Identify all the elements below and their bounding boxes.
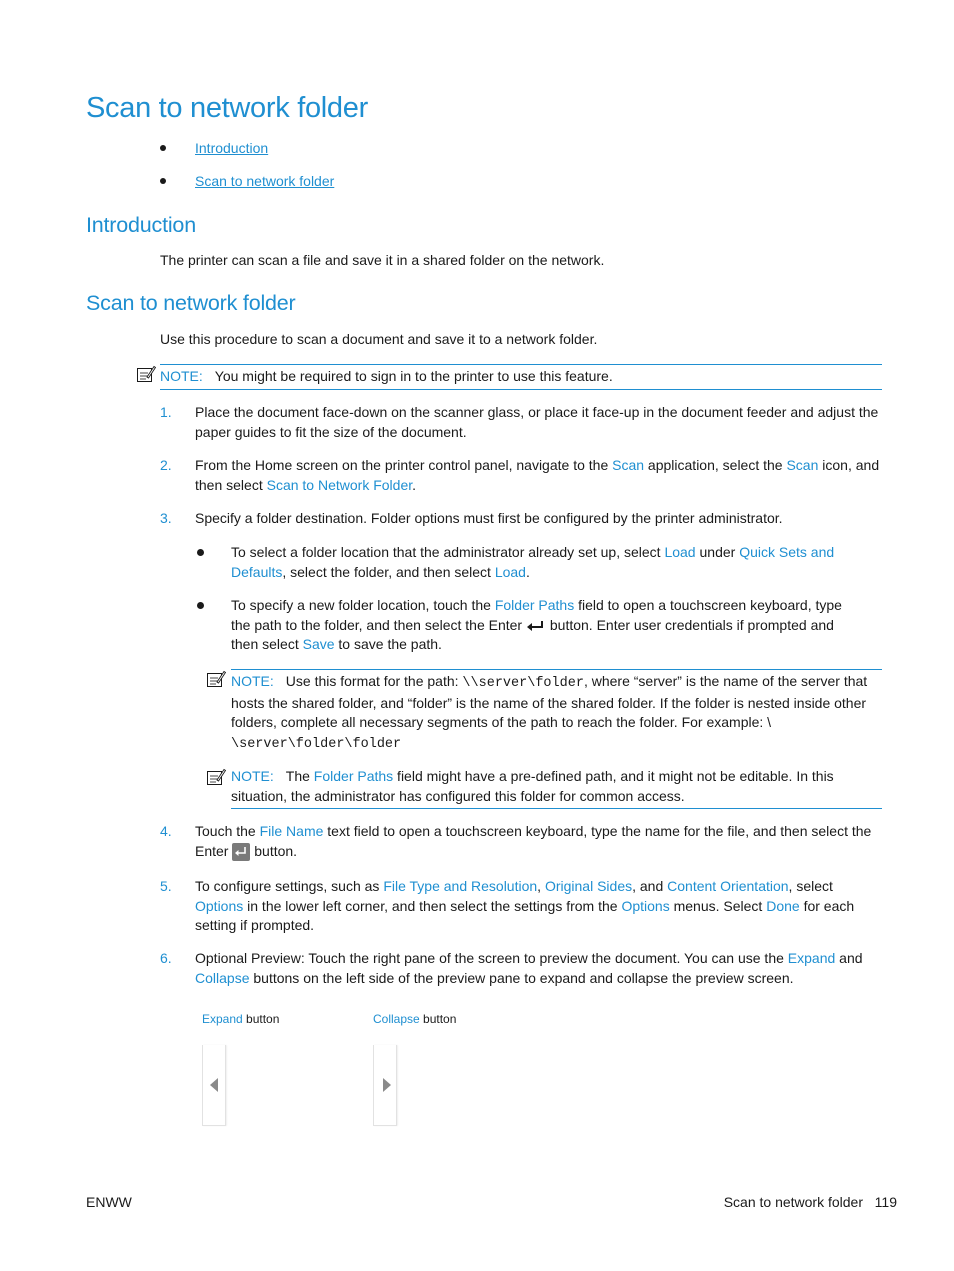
step-number: 6. (160, 950, 172, 966)
note-label: NOTE: (231, 673, 274, 689)
ui-term-quick-sets-and-defaults: Quick Sets and Defaults (231, 544, 835, 580)
footer-right (724, 1194, 897, 1210)
text-run: field to open a touchscreen keyboard, type the path to the folder, and then select the Enter (231, 597, 842, 633)
text-run: To specify a new folder location, touch the (231, 597, 495, 613)
enter-button-icon (232, 843, 250, 861)
section-heading-scan-to-network-folder: Scan to network folder (86, 291, 296, 315)
ui-term-options: Options (621, 897, 670, 914)
chevron-right-icon (374, 1045, 396, 1125)
ui-term-folder-paths: Folder Paths (494, 597, 575, 613)
note-icon (136, 365, 156, 383)
ui-term-expand: Expand (202, 1012, 243, 1026)
expand-button-illustration (202, 1045, 226, 1126)
text-run: , where “server” is the name of the server that hosts the shared folder, and “folder” is the name of the shared folder. If the folder is nested inside other folders, complete all necessary segments of the path to reach the folder. For example: \ (231, 673, 868, 730)
bullet-1-text (231, 543, 856, 582)
ui-term-original-sides: Original Sides (544, 878, 633, 894)
step-4-text (195, 822, 880, 861)
text-run: application, select the (644, 457, 787, 473)
collapse-button-caption (373, 1012, 456, 1026)
text-run: To configure settings, such as (195, 878, 384, 894)
ui-term-scan-to-network-folder: Scan to Network Folder (266, 476, 413, 493)
ui-term-collapse: Collapse (195, 969, 250, 986)
ui-term-content-orientation: Content Orientation (667, 878, 789, 894)
note-1-text: You might be required to sign in to the printer to use this feature. (214, 368, 613, 384)
note-label: NOTE: (231, 768, 274, 784)
note-bottom-rule (160, 389, 882, 390)
bullet-icon (160, 145, 166, 151)
step-number: 1. (160, 404, 172, 420)
note-icon (206, 670, 226, 688)
note-2 (231, 672, 883, 754)
text-run: , and (632, 878, 668, 894)
ui-term-scan: Scan (786, 457, 819, 473)
text-run: . (525, 563, 530, 580)
section-heading-introduction: Introduction (86, 213, 196, 237)
note-label: NOTE: (160, 368, 203, 384)
enter-key-icon (526, 620, 546, 632)
toc-link-introduction[interactable]: Introduction (195, 140, 269, 156)
text-run: Optional Preview: Touch the right pane of the screen to preview the document. You can use the (195, 950, 788, 966)
text-run: . (412, 476, 417, 493)
ui-term-expand: Expand (787, 950, 836, 966)
step-number: 3. (160, 510, 172, 526)
step-number: 2. (160, 457, 172, 473)
bullet-2-text (231, 596, 863, 655)
toc-link-scan-to-network-folder[interactable]: Scan to network folder (195, 173, 335, 189)
ui-term-file-type-and-resolution: File Type and Resolution (383, 878, 538, 894)
ui-term-options: Options (195, 897, 244, 914)
text-run: button. Enter user credentials if prompted and then select (231, 616, 834, 652)
path-example: \\server\folder (462, 676, 584, 691)
text-run: field might have a pre-defined path, and it might not be editable. In this situation, the administrator has configured this folder for common access. (231, 768, 834, 804)
text-run: under (695, 544, 740, 560)
step-5-text (195, 877, 885, 936)
step-1-text: Place the document face-down on the scanner glass, or place it face-up in the document feeder and adjust the paper guides to fit the size of the document. (195, 404, 879, 440)
collapse-button-illustration (373, 1045, 397, 1126)
bullet-icon (160, 178, 166, 184)
page-title: Scan to network folder (86, 92, 368, 124)
step-2-text (195, 456, 885, 495)
ui-term-load: Load (664, 544, 696, 560)
path-example-nested: \server\folder\folder (231, 736, 402, 752)
text-run: , select (788, 878, 833, 894)
text-run: From the Home screen on the printer control panel, navigate to the (195, 457, 613, 473)
note-top-rule (160, 364, 882, 365)
note-top-rule (231, 669, 882, 670)
text-run: To select a folder location that the administrator already set up, select (231, 544, 665, 560)
text-run: in the lower left corner, and then select the settings from the (243, 897, 622, 914)
text-run: and (835, 950, 863, 966)
step-number: 4. (160, 823, 172, 839)
ui-term-folder-paths: Folder Paths (313, 768, 394, 784)
bullet-icon (197, 549, 204, 556)
ui-term-load: Load (494, 563, 526, 580)
note-bottom-rule (231, 808, 882, 809)
text-run: Touch the (195, 823, 260, 839)
ui-term-save: Save (302, 636, 335, 652)
text-run: button. (250, 842, 298, 859)
intro-text: The printer can scan a file and save it in a shared folder on the network. (160, 252, 605, 268)
text-run: text field to open a touchscreen keyboard, type the name for the file, and then select the Enter (195, 823, 872, 859)
footer-left: ENWW (86, 1194, 132, 1210)
footer-section-title: Scan to network folder (723, 1194, 863, 1210)
chevron-left-icon (203, 1045, 225, 1125)
text-run: , (537, 878, 545, 894)
text-run: for each setting if prompted. (195, 897, 855, 933)
note-icon (206, 768, 226, 786)
text-run: Use this format for the path: (285, 673, 463, 689)
expand-button-caption (202, 1012, 279, 1026)
step-number: 5. (160, 878, 172, 894)
page-number: 119 (874, 1194, 897, 1210)
note-1 (160, 367, 880, 387)
step-3-text: Specify a folder destination. Folder options must first be configured by the printer administrator. (195, 510, 783, 526)
ui-term-file-name: File Name (259, 823, 324, 839)
ui-term-collapse: Collapse (373, 1012, 420, 1026)
ui-term-scan: Scan (612, 457, 645, 473)
text-run: menus. Select (669, 897, 767, 914)
text-run: to save the path. (334, 636, 442, 652)
text-run: button (242, 1012, 280, 1026)
text-run: icon, and then select (195, 457, 880, 493)
text-run: The (285, 768, 314, 784)
step-6-text (195, 949, 885, 988)
ui-term-done: Done (766, 897, 800, 914)
text-run: , select the folder, and then select (282, 563, 495, 580)
note-3 (231, 767, 861, 806)
text-run: buttons on the left side of the preview pane to expand and collapse the preview screen. (249, 969, 794, 986)
section-intro-text: Use this procedure to scan a document and save it to a network folder. (160, 331, 598, 347)
bullet-icon (197, 602, 204, 609)
text-run: button (419, 1012, 457, 1026)
